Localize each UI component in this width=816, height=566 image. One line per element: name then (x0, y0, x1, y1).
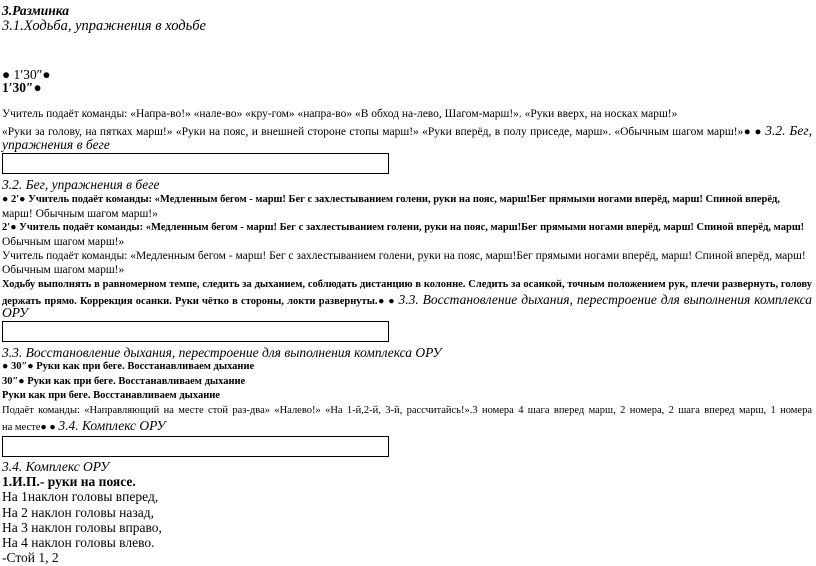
formation-line1: Подаёт команды: «Направляющий на месте стой раз-два» «Налево!» «На 1-й,2-й, 3-й, рассчитайсь!».3 номера 4 шага вперед марш, 2 номера, 2 шага вперед марш, 1 номера (2, 405, 812, 416)
exercise-step: На 2 наклон головы назад, (2, 505, 154, 520)
exercise-start-position: 1.И.П.- руки на поясе. (2, 474, 136, 489)
exercise-step: На 4 наклон головы влево. (2, 535, 155, 550)
running-line2b: Обычным шагом марш!» (2, 236, 125, 248)
subsection-heading-breathing: 3.3. Восстановление дыхания, перестроение для выполнения комплекса ОРУ (2, 345, 442, 360)
time-marker-b: 1′30″● (2, 80, 42, 95)
section-title: 3.Разминка (2, 3, 70, 18)
running-line1a: ● 2′● Учитель подаёт команды: «Медленным бегом - марш! Бег с захлестыванием голени, руки на пояс, марш!Бег прямыми ногами вперёд, марш! Спиной вперёд, (2, 194, 780, 205)
subsection-heading-running: 3.2. Бег, упражнения в беге (2, 177, 160, 192)
walking-commands-line2: «Руки за голову, на пятках марш!» «Руки на пояс, и внешней стороне стопы марш!» «Руки вперёд, в полу приседе, марш». «Обычным шагом марш!»● ● 3.2. Бег, (2, 123, 812, 138)
running-line2a: 2′● Учитель подаёт команды: «Медленным бегом - марш! Бег с захлестыванием голени, руки на пояс, марш!Бег прямыми ногами вперёд, марш! Спиной вперёд, марш! (2, 222, 805, 233)
walking-notes-line2: держать прямо. Коррекция осанки. Руки чётко в стороны, локти развернуты.● ● 3.3. Восстановление дыхания, перестроение для выполнения комплекса (2, 292, 813, 307)
empty-frame-1 (2, 153, 389, 174)
breathing-line2: 30″● Руки как при беге. Восстанавливаем дыхание (2, 376, 246, 387)
breathing-line1: ● 30″● Руки как при беге. Восстанавливаем дыхание (2, 361, 255, 372)
time-marker-a: ● 1′30″● (2, 67, 51, 82)
subsection-heading-walking: 3.1.Ходьба, упражнения в ходьбе (2, 18, 206, 34)
subsection-heading-exercises: 3.4. Комплекс ОРУ (2, 459, 110, 474)
formation-line2: на месте● ● 3.4. Комплекс ОРУ (2, 418, 166, 433)
exercise-step: На 3 наклон головы вправо, (2, 520, 162, 535)
running-line1b: марш! Обычным шагом марш!» (2, 208, 158, 220)
running-line3b: Обычным шагом марш!» (2, 264, 125, 276)
walking-commands-line1: Учитель подаёт команды: «Напра-во!» «нале-во» «кру-гом» «напра-во» «В обход на-лево, Шагом-марш!». «Руки вверх, на носках марш!» (2, 108, 678, 120)
empty-frame-3 (2, 436, 389, 457)
walking-notes-line1: Ходьбу выполнять в равномерном темпе, следить за дыханием, соблюдать дистанцию в колонне. Следить за осанкой, точным положением рук, плечи развернуть, голову (2, 279, 812, 290)
empty-frame-2 (2, 321, 389, 342)
breathing-line3: Руки как при беге. Восстанавливаем дыхание (2, 390, 220, 401)
exercise-step: -Стой 1, 2 (2, 550, 59, 565)
walking-notes-line3: ОРУ (2, 305, 29, 320)
walking-commands-line3: упражнения в беге (2, 137, 110, 152)
exercise-step: На 1наклон головы вперед, (2, 489, 159, 504)
running-line3a: Учитель подаёт команды: «Медленным бегом - марш! Бег с захлестыванием голени, руки на пояс, марш!Бег прямыми ногами вперёд, марш! Спиной вперёд, марш! (2, 250, 806, 262)
